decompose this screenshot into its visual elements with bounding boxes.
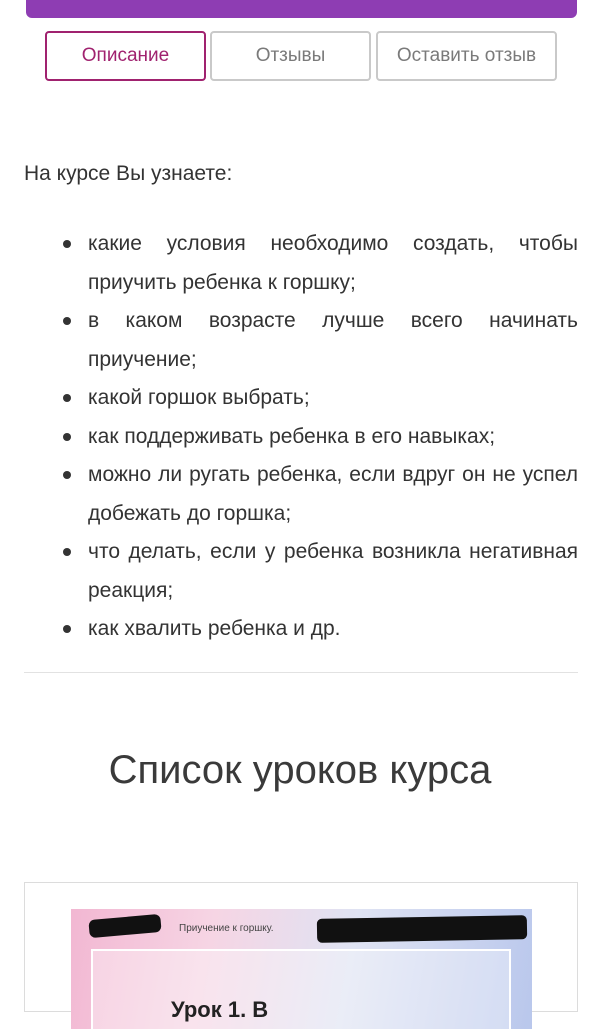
top-purple-button-edge[interactable]	[26, 0, 577, 18]
description-bullet-list	[60, 225, 578, 649]
list-item: можно ли ругать ребенка, если вдруг он не успел добежать до горшка;	[60, 456, 578, 533]
list-item: как хвалить ребенка и др.	[60, 610, 578, 649]
tab-reviews[interactable]: Отзывы	[210, 31, 371, 81]
thumbnail-frame	[91, 949, 511, 1029]
redaction-mark	[88, 914, 161, 938]
section-divider	[24, 672, 578, 673]
description-intro: На курсе Вы узнаете:	[24, 162, 233, 185]
lesson-thumbnail[interactable]	[71, 909, 532, 1029]
lesson-card[interactable]	[24, 882, 578, 1022]
thumbnail-heading: Урок 1. В	[171, 997, 269, 1022]
thumbnail-label: Приучение к горшку.	[179, 923, 274, 934]
tab-leave-review[interactable]: Оставить отзыв	[376, 31, 557, 81]
tab-description[interactable]: Описание	[45, 31, 206, 81]
list-item: в каком возрасте лучше всего начинать приучение;	[60, 302, 578, 379]
redaction-mark	[317, 915, 527, 943]
list-item: как поддерживать ребенка в его навыках;	[60, 418, 578, 457]
list-item: какие условия необходимо создать, чтобы приучить ребенка к горшку;	[60, 225, 578, 302]
list-item: какой горшок выбрать;	[60, 379, 578, 418]
list-item: что делать, если у ребенка возникла негативная реакция;	[60, 533, 578, 610]
lessons-list-title: Список уроков курса	[108, 748, 492, 792]
